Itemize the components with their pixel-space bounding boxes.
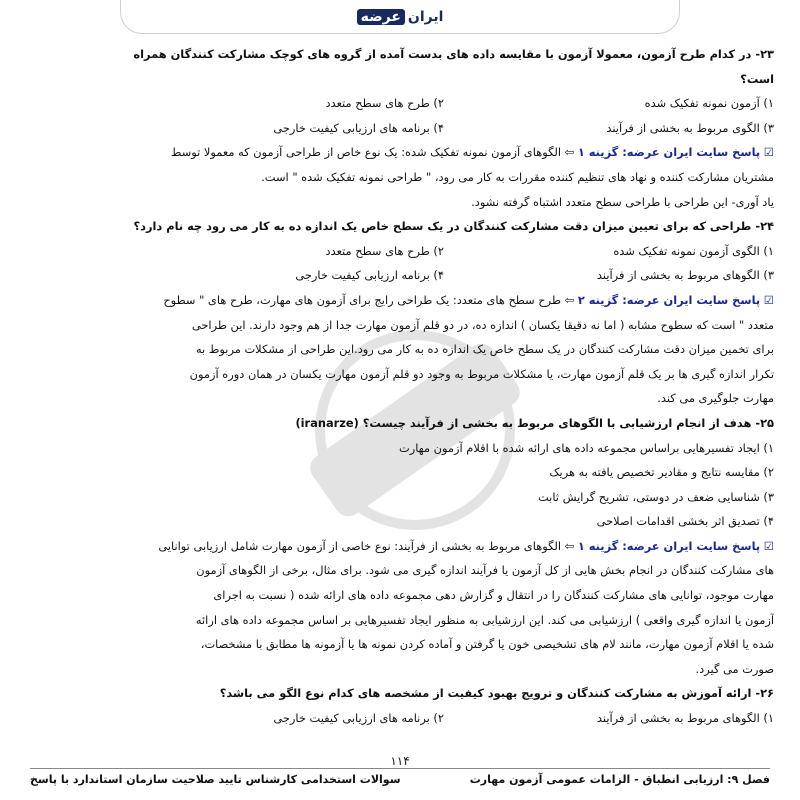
q24-option-2: ۲) طرح های سطح متعدد [325, 243, 444, 258]
question-24-options-row2 [26, 263, 774, 288]
q26-option-1: ۱) الگوهای مربوط به بخشی از فرآیند [596, 711, 774, 726]
question-26-line1: ۲۶- ارائه آموزش به مشارکت کنندگان و ترویج بهبود کیفیت از مشخصه های کدام نوع الگو می باشد؟ [219, 686, 774, 701]
question-25-line1: ۲۵- هدف از انجام ارزشیابی با الگوهای مربوط به بخشی از فرآیند چیست؟ (iranarze) [295, 415, 774, 430]
question-24-line1: ۲۴- طراحی که برای تعیین میزان دقت مشارکت کنندگان در یک سطح خاص یک اندازه ده به کار می رود چه نام دارد؟ [133, 219, 774, 234]
answer-25-line5: شده یا اقلام آزمون مهارت، مانند لام های تشخیصی خون یا گرفتن و آماده کردن نمونه ها یا آزمونه ها مطابق با مشخصات، [200, 637, 774, 652]
question-24-options-row1 [26, 239, 774, 264]
left-arrow-icon: ⇦ [564, 145, 575, 160]
answer-25-line3: مهارت موجود، توانایی های مشارکت کنندگان را در انتقال و گزارش دهی مجموعه داده های ارائه شده ( نسبت به اجرای [213, 588, 774, 603]
question-26-options-row1 [26, 706, 774, 731]
answer-24-text1: طرح سطح های متعدد: یک طراحی رایج برای آزمون های مهارت، طرح های " سطوح [163, 292, 562, 307]
left-arrow-icon: ⇦ [564, 538, 575, 553]
answer-25-label: پاسخ سایت ایران عرضه: گزینه ۱ [577, 538, 761, 553]
footer-chapter-title: فصل ۹: ارزیابی انطباق - الزامات عمومی آزمون مهارت [469, 773, 770, 786]
answer-24-label: پاسخ سایت ایران عرضه: گزینه ۲ [577, 292, 761, 307]
q23-option-4: ۴) برنامه های ارزیابی کیفیت خارجی [273, 120, 444, 135]
q24-option-1: ۱) الگوی آزمون نمونه تفکیک شده [613, 243, 774, 258]
question-23-options-row2 [26, 116, 774, 141]
logo-word-arze: عرضه [357, 9, 405, 25]
answer-25-line6: صورت می گیرد. [695, 661, 774, 676]
q26-option-2: ۲) برنامه های ارزیابی کیفیت خارجی [273, 711, 444, 726]
answer-24-line3: برای تخمین میزان دقت مشارکت کنندگان در یک سطح خاص یک اندازه ده به کار می رود.این طراحی از مشکلات مربوط به [195, 342, 774, 357]
answer-24-line2: متعدد " است که سطوح مشابه ( اما نه دقیقا یکسان ) اندازه ده، در دو قلم آزمون مهارت جدا از هم وجود دارند. این طراحی [191, 317, 774, 332]
page-content [26, 42, 774, 731]
answer-24-line1 [26, 288, 774, 313]
answer-23-line2: مشتریان مشارکت کننده و نهاد های تنظیم کننده مقررات به کار می رود، " طراحی نمونه تفکیک شده " است. [261, 169, 774, 184]
q25-option-4: ۴) تصدیق اثر بخشی اقدامات اصلاحی [596, 514, 774, 529]
answer-23-line3: یاد آوری- این طراحی با طراحی سطح متعدد اشتباه گرفته نشود. [471, 194, 774, 209]
answer-23-text1: الگوهای آزمون نمونه تفکیک شده: یک نوع خاص از طراحی آزمون که معمولا توسط [170, 145, 562, 160]
check-box-icon: ☑ [763, 292, 774, 307]
question-23-line2: است؟ [740, 71, 774, 86]
q25-option-1: ۱) ایجاد تفسیرهایی براساس مجموعه داده های ارائه شده با اقلام آزمون مهارت [398, 440, 774, 455]
q23-option-1: ۱) آزمون نمونه تفکیک شده [644, 96, 774, 111]
q23-option-2: ۲) طرح های سطح متعدد [325, 96, 444, 111]
answer-24-line5: مهارت جلوگیری می کند. [657, 391, 774, 406]
check-box-icon: ☑ [763, 538, 774, 553]
q23-option-3: ۳) الگوی مربوط به بخشی از فرآیند [606, 120, 774, 135]
answer-25-line1 [26, 534, 774, 559]
q25-option-2: ۲) مقایسه نتایج و مقادیر تخصیص یافته به هریک [549, 465, 774, 480]
answer-24-line4: تکرار اندازه گیری ها بر یک قلم آزمون مهارت، یا مشکلات مربوط به وجود دو قلم آزمون مهارت یکسان در همان دوره آزمون [189, 366, 774, 381]
q25-option-3: ۳) شناسایی ضعف در دوستی، تشریح گرایش ثابت [537, 489, 774, 504]
answer-25-line4: آزمون یا اندازه گیری واقعی ) ارزشیابی می کند. این ارزشیابی به منظور ایجاد تفسیرهایی بر اساس مجموعه داده های ارائه [195, 612, 774, 627]
answer-25-text1: الگوهای مربوط به بخشی از فرآیند: نوع خاصی از آزمون مهارت شامل ارزیابی توانایی [158, 538, 562, 553]
answer-23-line1 [26, 140, 774, 165]
page-footer [30, 768, 770, 786]
page-number: ۱۱۴ [390, 754, 410, 768]
check-box-icon: ☑ [763, 145, 774, 160]
answer-25-line2: های مشارکت کنندگان در انجام بخش هایی از کل آزمون یا فرآیند اندازه گیری می شود. برای مثال، برخی از الگوهای آزمون [196, 563, 774, 578]
left-arrow-icon: ⇦ [564, 292, 575, 307]
answer-23-label: پاسخ سایت ایران عرضه: گزینه ۱ [577, 145, 761, 160]
question-23-line1: ۲۳- در کدام طرح آزمون، معمولا آزمون با مقایسه داده های بدست آمده از گروه های کوچک مشارکت کنندگان همراه [133, 47, 774, 61]
logo-word-iran: ایران [407, 9, 444, 25]
site-logo [355, 3, 445, 31]
q24-option-4: ۴) برنامه ارزیابی کیفیت خارجی [295, 268, 444, 283]
question-23-options-row1 [26, 91, 774, 116]
footer-book-title: سوالات استخدامی کارشناس تایید صلاحیت سازمان استاندارد با پاسخ [30, 773, 401, 786]
q24-option-3: ۳) الگوهای مربوط به بخشی از فرآیند [596, 268, 774, 283]
